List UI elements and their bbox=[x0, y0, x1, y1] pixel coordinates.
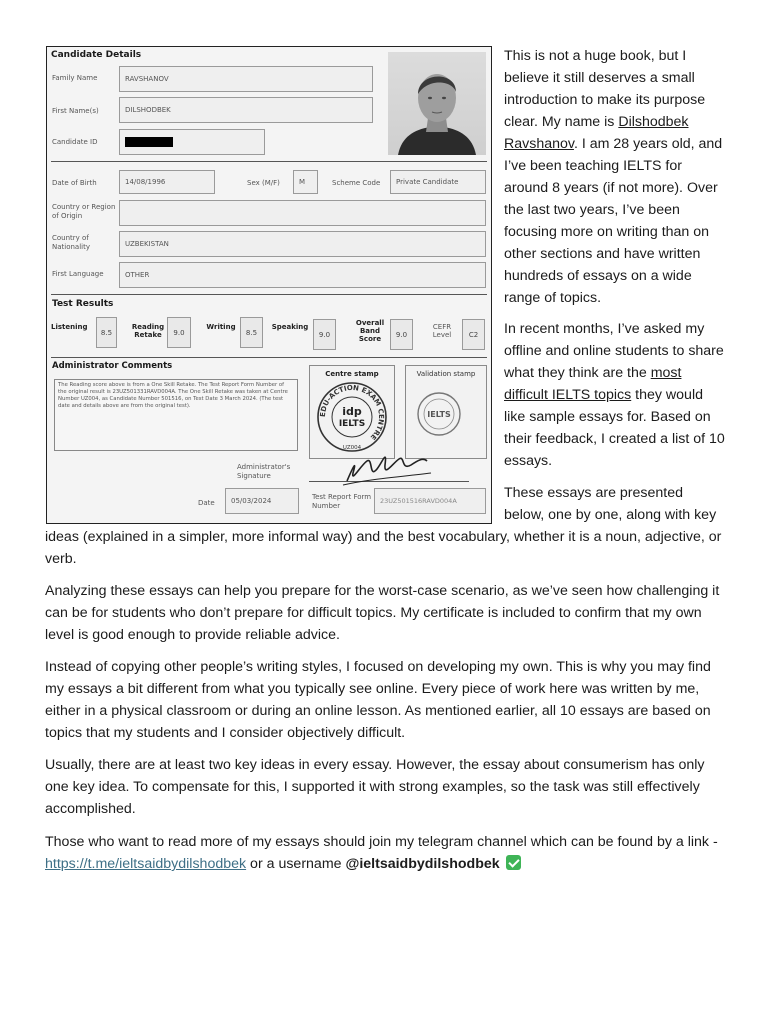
admin-signature bbox=[339, 443, 439, 493]
score-label-overall: Overall Band Score bbox=[355, 319, 385, 343]
admin-signature-label: Administrator's Signature bbox=[237, 463, 291, 480]
body-paragraph-1 bbox=[45, 580, 725, 646]
score-label-cefr: CEFR Level bbox=[432, 323, 452, 339]
first-names-field: DILSHODBEK bbox=[119, 97, 373, 123]
centre-stamp-label: Centre stamp bbox=[325, 370, 379, 378]
redaction-bar bbox=[125, 137, 173, 147]
first-names-label: First Name(s) bbox=[52, 107, 99, 115]
score-writing: 8.5 bbox=[240, 317, 263, 348]
trf-field: 23UZ501516RAVD004A bbox=[374, 488, 486, 514]
score-cefr: C2 bbox=[462, 319, 485, 350]
telegram-username: @ieltsaidbydilshodbek bbox=[345, 856, 500, 872]
score-overall: 9.0 bbox=[390, 319, 413, 350]
dob-field: 14/08/1996 bbox=[119, 170, 215, 194]
validation-stamp-seal bbox=[406, 384, 486, 444]
intro-paragraph-3-start bbox=[504, 482, 726, 526]
first-language-label: First Language bbox=[52, 270, 104, 278]
candidate-details-heading: Candidate Details bbox=[51, 50, 142, 60]
trf-label: Test Report Form Number bbox=[312, 493, 372, 510]
intro-text-cont: . I am 28 years old, and I’ve been teaching IELTS for around 8 years (if not more). Over the last two years, I’ve been focusing more on writing than on other sections and have written hundreds of essays on a wide range of topics. bbox=[504, 136, 723, 306]
admin-comments-text: The Reading score above is from a One Skill Retake. The Test Report Form Number of the original result is 23UZ501331RAVD004A. The One Skill Retake was taken at Centre Number UZ004, as Candidate Number 501516, on Test Date 3 March 2024. (The test date and details above are from the original test). bbox=[54, 379, 298, 451]
candidate-id-field bbox=[119, 129, 265, 155]
first-language-field: OTHER bbox=[119, 262, 486, 288]
telegram-channel-link[interactable]: https://t.me/ieltsaidbydilshodbek bbox=[45, 856, 247, 872]
intro-3-start: These essays are presented below, one by one, along with key bbox=[504, 485, 717, 523]
intro-paragraph-2 bbox=[504, 318, 726, 472]
country-nationality-field: UZBEKISTAN bbox=[119, 231, 486, 257]
ielts-certificate-image bbox=[46, 46, 492, 524]
validation-logo: IELTS bbox=[427, 410, 451, 419]
score-label-writing: Writing bbox=[206, 323, 236, 331]
date-label: Date bbox=[198, 499, 215, 507]
date-field: 05/03/2024 bbox=[225, 488, 299, 514]
validation-stamp-label: Validation stamp bbox=[416, 370, 476, 378]
country-nationality-label: Country of Nationality bbox=[52, 234, 91, 251]
candidate-id-label: Candidate ID bbox=[52, 138, 98, 146]
closing-text-cont: or a username bbox=[246, 856, 346, 872]
body-paragraph-3 bbox=[45, 754, 725, 820]
scheme-code-label: Scheme Code bbox=[332, 179, 381, 187]
paragraph-analyzing: Analyzing these essays can help you prepare for the worst-case scenario, as we’ve seen how challenging it can be for students who don’t prepare for difficult topics. My certificate is included to confirm that my own level is good enough to provide reliable advice. bbox=[45, 583, 720, 643]
intro-2-text: In recent months, I’ve asked my offline and online students to share what they think are the bbox=[504, 321, 724, 381]
admin-comments-heading: Administrator Comments bbox=[52, 361, 173, 371]
dob-label: Date of Birth bbox=[52, 179, 97, 187]
stamp-ielts: IELTS bbox=[338, 419, 366, 429]
stamp-ring-text: EDU-ACTION EXAM CENTRE bbox=[318, 383, 386, 442]
score-speaking: 9.0 bbox=[313, 319, 336, 350]
score-label-speaking: Speaking bbox=[271, 323, 309, 331]
country-origin-label: Country or Region of Origin bbox=[52, 203, 116, 220]
score-label-listening: Listening bbox=[51, 323, 88, 331]
stamp-code: UZ004 bbox=[342, 445, 362, 451]
intro-paragraph-3-rest bbox=[45, 526, 725, 570]
body-paragraph-2 bbox=[45, 656, 725, 744]
test-results-heading: Test Results bbox=[52, 299, 114, 309]
intro-paragraph-1 bbox=[504, 45, 726, 309]
sex-label: Sex (M/F) bbox=[247, 179, 280, 187]
intro-text: This is not a huge book, but I believe it still deserves a small introduction to make its purpose clear. My name is bbox=[504, 48, 706, 130]
check-mark-icon bbox=[506, 855, 521, 870]
sex-field: M bbox=[293, 170, 318, 194]
difficult-topics-link[interactable]: most difficult IELTS topics bbox=[504, 365, 682, 403]
country-origin-field bbox=[119, 200, 486, 226]
closing-paragraph bbox=[45, 831, 725, 875]
family-name-field: RAVSHANOV bbox=[119, 66, 373, 92]
scheme-code-field: Private Candidate bbox=[390, 170, 486, 194]
score-label-reading: Reading Retake bbox=[131, 323, 165, 339]
author-name: Dilshodbek Ravshanov bbox=[504, 114, 689, 152]
score-listening: 8.5 bbox=[96, 317, 117, 348]
score-reading: 9.0 bbox=[167, 317, 191, 348]
stamp-idp: idp bbox=[342, 405, 362, 418]
intro-3-rest: ideas (explained in a simpler, more informal way) and the best vocabulary, whether it is a noun, adjective, or verb. bbox=[45, 529, 722, 567]
intro-2-text-cont: they would like sample essays for. Based on their feedback, I created a list of 10 essays. bbox=[504, 387, 725, 469]
candidate-photo bbox=[388, 52, 486, 155]
paragraph-writing-style: Instead of copying other people’s writing styles, I focused on developing my own. This is why you may find my essays a bit different from what you typically see online. Every piece of work here was written by me, either in a physical classroom or during an online lesson. As mentioned earlier, all 10 essays are based on topics that my students and I consider objectively difficult. bbox=[45, 659, 711, 741]
paragraph-key-ideas: Usually, there are at least two key ideas in every essay. However, the essay about consumerism has only one key idea. To compensate for this, I supported it with strong examples, so the task was still effectively accomplished. bbox=[45, 757, 705, 817]
closing-text: Those who want to read more of my essays should join my telegram channel which can be found by a link - bbox=[45, 834, 718, 850]
family-name-label: Family Name bbox=[52, 74, 98, 82]
